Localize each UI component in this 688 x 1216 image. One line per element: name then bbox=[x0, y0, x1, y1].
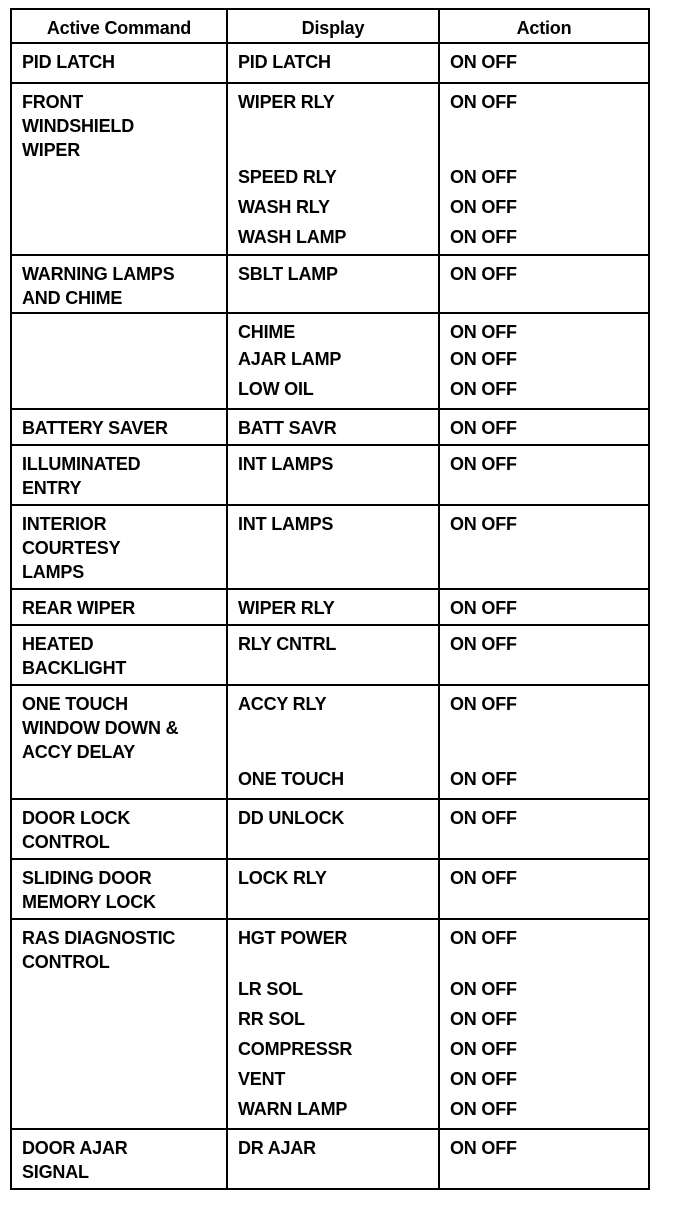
table-row bbox=[10, 626, 650, 686]
action-cell bbox=[440, 314, 648, 408]
display-cell bbox=[228, 590, 440, 624]
action-value: ON OFF bbox=[450, 808, 517, 828]
active-command-text: HEATED bbox=[22, 634, 94, 654]
action-value: ON OFF bbox=[450, 1138, 517, 1158]
active-command-text: CONTROL bbox=[22, 832, 110, 852]
action-value: ON OFF bbox=[450, 1099, 517, 1119]
display-value: LOW OIL bbox=[238, 379, 314, 399]
active-command-text: SIGNAL bbox=[22, 1162, 89, 1182]
active-command-text: WARNING LAMPS bbox=[22, 264, 175, 284]
action-cell bbox=[440, 1130, 648, 1188]
display-value: DR AJAR bbox=[238, 1138, 316, 1158]
action-cell bbox=[440, 410, 648, 444]
active-command-text: MEMORY LOCK bbox=[22, 892, 156, 912]
active-command-text: DOOR LOCK bbox=[22, 808, 131, 828]
table-header bbox=[10, 8, 650, 44]
action-cell bbox=[440, 626, 648, 684]
action-cell bbox=[440, 686, 648, 798]
active-command-text: ONE TOUCH bbox=[22, 694, 128, 714]
action-value: ON OFF bbox=[450, 514, 517, 534]
action-value: ON OFF bbox=[450, 167, 517, 187]
display-value: SPEED RLY bbox=[238, 167, 337, 187]
action-value: ON OFF bbox=[450, 322, 517, 342]
action-value: ON OFF bbox=[450, 1039, 517, 1059]
action-value: ON OFF bbox=[450, 634, 517, 654]
active-command-cell bbox=[12, 410, 228, 444]
display-value: VENT bbox=[238, 1069, 286, 1089]
display-value: SBLT LAMP bbox=[238, 264, 338, 284]
action-cell bbox=[440, 590, 648, 624]
active-command-text: LAMPS bbox=[22, 562, 85, 582]
active-command-text: INTERIOR bbox=[22, 514, 107, 534]
active-command-cell bbox=[12, 314, 228, 408]
display-value: INT LAMPS bbox=[238, 454, 334, 474]
display-cell bbox=[228, 626, 440, 684]
display-cell bbox=[228, 446, 440, 504]
action-cell bbox=[440, 256, 648, 312]
active-command-text: WIPER bbox=[22, 140, 81, 160]
display-cell bbox=[228, 800, 440, 858]
display-value: WASH RLY bbox=[238, 197, 330, 217]
action-value: ON OFF bbox=[450, 694, 517, 714]
active-command-cell bbox=[12, 860, 228, 918]
action-value: ON OFF bbox=[450, 379, 517, 399]
display-cell bbox=[228, 314, 440, 408]
display-value: WARN LAMP bbox=[238, 1099, 348, 1119]
display-value: ACCY RLY bbox=[238, 694, 327, 714]
table-row bbox=[10, 800, 650, 860]
action-cell bbox=[440, 860, 648, 918]
display-value: BATT SAVR bbox=[238, 418, 337, 438]
active-command-text: CONTROL bbox=[22, 952, 110, 972]
active-command-text: REAR WIPER bbox=[22, 598, 136, 618]
display-value: PID LATCH bbox=[238, 52, 331, 72]
action-value: ON OFF bbox=[450, 454, 517, 474]
display-value: WASH LAMP bbox=[238, 227, 347, 247]
display-cell bbox=[228, 860, 440, 918]
active-command-text: COURTESY bbox=[22, 538, 121, 558]
action-cell bbox=[440, 506, 648, 588]
active-command-text: SLIDING DOOR bbox=[22, 868, 152, 888]
display-cell bbox=[228, 410, 440, 444]
display-value: WIPER RLY bbox=[238, 598, 335, 618]
active-command-cell bbox=[12, 800, 228, 858]
table-row bbox=[10, 84, 650, 256]
active-command-cell bbox=[12, 626, 228, 684]
table-row bbox=[10, 44, 650, 84]
display-value: AJAR LAMP bbox=[238, 349, 342, 369]
action-cell bbox=[440, 44, 648, 82]
display-value: ONE TOUCH bbox=[238, 769, 344, 789]
active-command-cell bbox=[12, 84, 228, 254]
display-value: RLY CNTRL bbox=[238, 634, 337, 654]
active-command-text: AND CHIME bbox=[22, 288, 123, 308]
display-cell bbox=[228, 920, 440, 1128]
active-command-text: WINDOW DOWN & bbox=[22, 718, 179, 738]
action-value: ON OFF bbox=[450, 1009, 517, 1029]
action-value: ON OFF bbox=[450, 1069, 517, 1089]
display-value: INT LAMPS bbox=[238, 514, 334, 534]
display-value: RR SOL bbox=[238, 1009, 305, 1029]
active-command-text: BACKLIGHT bbox=[22, 658, 127, 678]
action-value: ON OFF bbox=[450, 769, 517, 789]
action-value: ON OFF bbox=[450, 979, 517, 999]
display-cell bbox=[228, 44, 440, 82]
action-value: ON OFF bbox=[450, 52, 517, 72]
display-value: LR SOL bbox=[238, 979, 303, 999]
active-command-text: RAS DIAGNOSTIC bbox=[22, 928, 176, 948]
action-value: ON OFF bbox=[450, 349, 517, 369]
active-command-cell bbox=[12, 920, 228, 1128]
active-command-cell bbox=[12, 590, 228, 624]
action-value: ON OFF bbox=[450, 928, 517, 948]
display-value: WIPER RLY bbox=[238, 92, 335, 112]
table-row bbox=[10, 590, 650, 626]
active-command-text: ILLUMINATED bbox=[22, 454, 141, 474]
action-value: ON OFF bbox=[450, 418, 517, 438]
active-command-text: FRONT bbox=[22, 92, 83, 112]
table-row bbox=[10, 410, 650, 446]
active-command-cell bbox=[12, 446, 228, 504]
action-value: ON OFF bbox=[450, 227, 517, 247]
active-command-text: BATTERY SAVER bbox=[22, 418, 168, 438]
active-command-text: WINDSHIELD bbox=[22, 116, 134, 136]
header-display: Display bbox=[228, 10, 440, 42]
display-cell bbox=[228, 256, 440, 312]
display-cell bbox=[228, 686, 440, 798]
table-row bbox=[10, 256, 650, 314]
action-value: ON OFF bbox=[450, 264, 517, 284]
active-command-text: ENTRY bbox=[22, 478, 82, 498]
command-table bbox=[10, 8, 650, 1190]
table-row bbox=[10, 920, 650, 1130]
action-value: ON OFF bbox=[450, 92, 517, 112]
active-command-text: DOOR AJAR bbox=[22, 1138, 128, 1158]
action-cell bbox=[440, 920, 648, 1128]
active-command-cell bbox=[12, 686, 228, 798]
active-command-text: PID LATCH bbox=[22, 52, 115, 72]
table-row bbox=[10, 1130, 650, 1190]
display-value: DD UNLOCK bbox=[238, 808, 345, 828]
table-row bbox=[10, 686, 650, 800]
header-active-command: Active Command bbox=[12, 10, 228, 42]
display-cell bbox=[228, 84, 440, 254]
active-command-cell bbox=[12, 44, 228, 82]
display-value: HGT POWER bbox=[238, 928, 348, 948]
action-value: ON OFF bbox=[450, 598, 517, 618]
action-cell bbox=[440, 446, 648, 504]
table-body bbox=[10, 44, 650, 1190]
header-action: Action bbox=[516, 18, 572, 38]
action-value: ON OFF bbox=[450, 197, 517, 217]
action-cell bbox=[440, 84, 648, 254]
active-command-text: ACCY DELAY bbox=[22, 742, 136, 762]
table-row bbox=[10, 506, 650, 590]
table-row bbox=[10, 446, 650, 506]
action-cell bbox=[440, 800, 648, 858]
action-value: ON OFF bbox=[450, 868, 517, 888]
table-row bbox=[10, 314, 650, 410]
display-value: CHIME bbox=[238, 322, 295, 342]
display-value: LOCK RLY bbox=[238, 868, 327, 888]
display-value: COMPRESSR bbox=[238, 1039, 353, 1059]
display-cell bbox=[228, 506, 440, 588]
table-row bbox=[10, 860, 650, 920]
active-command-cell bbox=[12, 1130, 228, 1188]
display-cell bbox=[228, 1130, 440, 1188]
active-command-cell bbox=[12, 256, 228, 312]
active-command-cell bbox=[12, 506, 228, 588]
